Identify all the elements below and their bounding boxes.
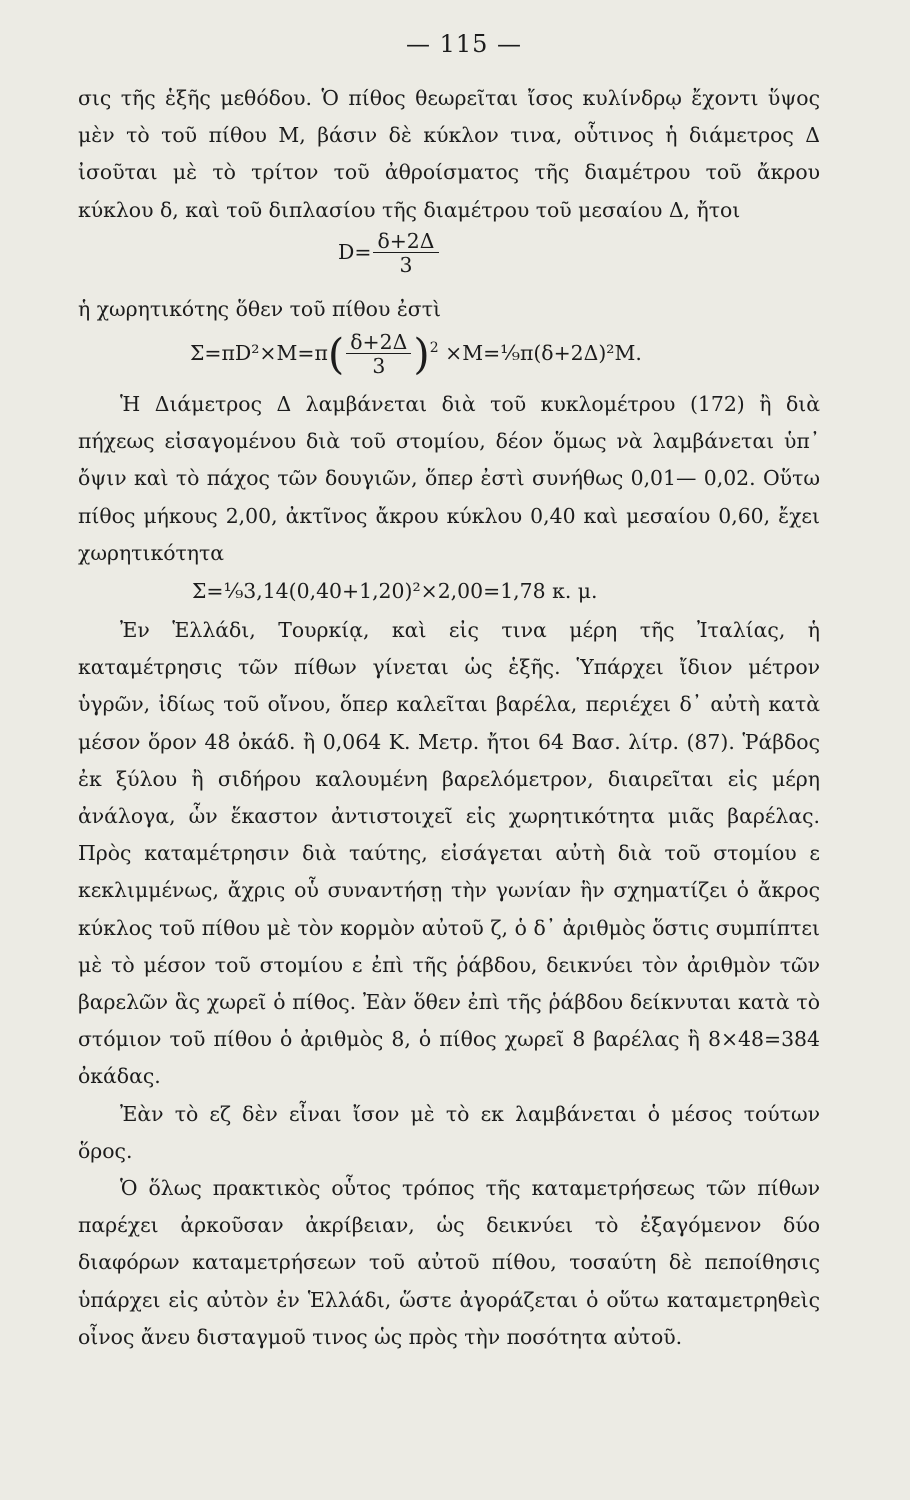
formula-capacity-numerator: δ+2Δ [346,332,411,354]
paragraph-1: σις τῆς ἑξῆς μεθόδου. Ὁ πίθος θεωρεῖται ἴσος κυλίνδρῳ ἔχοντι ὕψος μὲν τὸ τοῦ πίθου Μ, βάσιν δὲ κύκλον τινα, οὗτινος ἡ διάμετρος Δ ἰσοῦται μὲ τὸ τρίτον τοῦ ἀθροίσματος τῆς διαμέτρου τοῦ ἄκρου κύκλου δ, καὶ τοῦ διπλασίου τῆς διαμέτρου τοῦ μεσαίου Δ, ἤτοι [78,86,820,222]
paragraph-2: ἡ χωρητικότης ὅθεν τοῦ πίθου ἐστὶ [78,296,441,321]
formula-capacity-close-paren: ) [413,329,430,379]
paragraph-5: Ἐὰν τὸ εζ δὲν εἶναι ἴσον μὲ τὸ εκ λαμβάνεται ὁ μέσος τούτων ὅρος. [78,1101,820,1163]
formula-diameter [338,228,820,283]
formula-diameter-denominator: 3 [399,253,413,278]
formula-capacity-fraction [346,332,411,377]
formula-capacity-denominator: 3 [372,354,386,379]
formula-diameter-fraction [373,228,438,278]
formula-diameter-lhs: D= [338,239,372,264]
page-number: — 115 — [405,30,523,58]
formula-capacity [190,329,820,386]
paragraph-4: Ἐν Ἑλλάδι, Τουρκίᾳ, καὶ εἰς τινα μέρη τῆς Ἰταλίας, ἡ καταμέτρησις τῶν πίθων γίνεται ὡς ἑξῆς. Ὑπάρχει ἴδιον μέτρον ὑγρῶν, ἰδίως τοῦ οἴνου, ὅπερ καλεῖται βαρέλα, περιέχει δ᾽ αὐτὴ κατὰ μέσον ὅρον 48 ὀκάδ. ἢ 0,064 Κ. Μετρ. ἤτοι 64 Βασ. λίτρ. (87). Ῥάβδος ἐκ ξύλου ἢ σιδήρου καλουμένη βαρελόμετρον, διαιρεῖται εἰς μέρη ἀνάλογα, ὧν ἕκαστον ἀντιστοιχεῖ εἰς χωρητικότητα μιᾶς βαρέλας. Πρὸς καταμέτρησιν διὰ ταύτης, εἰσάγεται αὐτὴ διὰ τοῦ στομίου ε κεκλιμμένως, ἄχρις οὗ συναντήσῃ τὴν γωνίαν ἣν σχηματίζει ὁ ἄκρος κύκλος τοῦ πίθου μὲ τὸν κορμὸν αὐτοῦ ζ, ὁ δ᾽ ἀριθμὸς ὅστις συμπίπτει μὲ τὸ μέσον τοῦ στομίου ε ἐπὶ τῆς ῥάβδου, δεικνύει τὸν ἀριθμὸν τῶν βαρελῶν ἃς χωρεῖ ὁ πίθος. Ἐὰν ὅθεν ἐπὶ τῆς ῥάβδου δείκνυται κατὰ τὸ στόμιον τοῦ πίθου ὁ ἀριθμὸς 8, ὁ πίθος χωρεῖ 8 βαρέλας ἢ 8×48=384 ὀκάδας. [78,618,820,1089]
paragraph-3: Ἡ Διάμετρος Δ λαμβάνεται διὰ τοῦ κυκλομέτρου (172) ἢ διὰ πήχεως εἰσαγομένου διὰ τοῦ στομίου, δέον ὅμως νὰ λαμβάνεται ὑπ᾽ ὄψιν καὶ τὸ πάχος τῶν δουγιῶν, ὅπερ ἐστὶ συνήθως 0,01— 0,02. Οὕτω πίθος μήκους 2,00, ἀκτῖνος ἄκρου κύκλου 0,40 καὶ μεσαίου 0,60, ἔχει χωρητικότητα [78,392,820,565]
paragraph-6: Ὁ ὅλως πρακτικὸς οὗτος τρόπος τῆς καταμετρήσεως τῶν πίθων παρέχει ἀρκοῦσαν ἀκρίβειαν, ὡς δεικνύει τὸ ἐξαγόμενον δύο διαφόρων καταμετρήσεων τοῦ αὐτοῦ πίθου, τοσαύτη δὲ πεποίθησις ὑπάρχει εἰς αὐτὸν ἐν Ἑλλάδι, ὥστε ἀγοράζεται ὁ οὕτω καταμετρηθεὶς οἶνος ἄνευ δισταγμοῦ τινος ὡς πρὸς τὴν ποσότητα αὐτοῦ. [78,1176,820,1349]
formula-capacity-exponent: 2 [429,340,439,357]
formula-diameter-numerator: δ+2Δ [373,231,438,253]
formula-example: Σ=¹⁄₉3,14(0,40+1,20)²×2,00=1,78 κ. μ. [192,579,598,604]
formula-capacity-lhs: Σ=πD²×M=π [190,340,328,365]
formula-capacity-open-paren: ( [327,329,345,379]
formula-capacity-rhs: ×M=¹⁄₉π(δ+2Δ)²M. [438,340,642,365]
